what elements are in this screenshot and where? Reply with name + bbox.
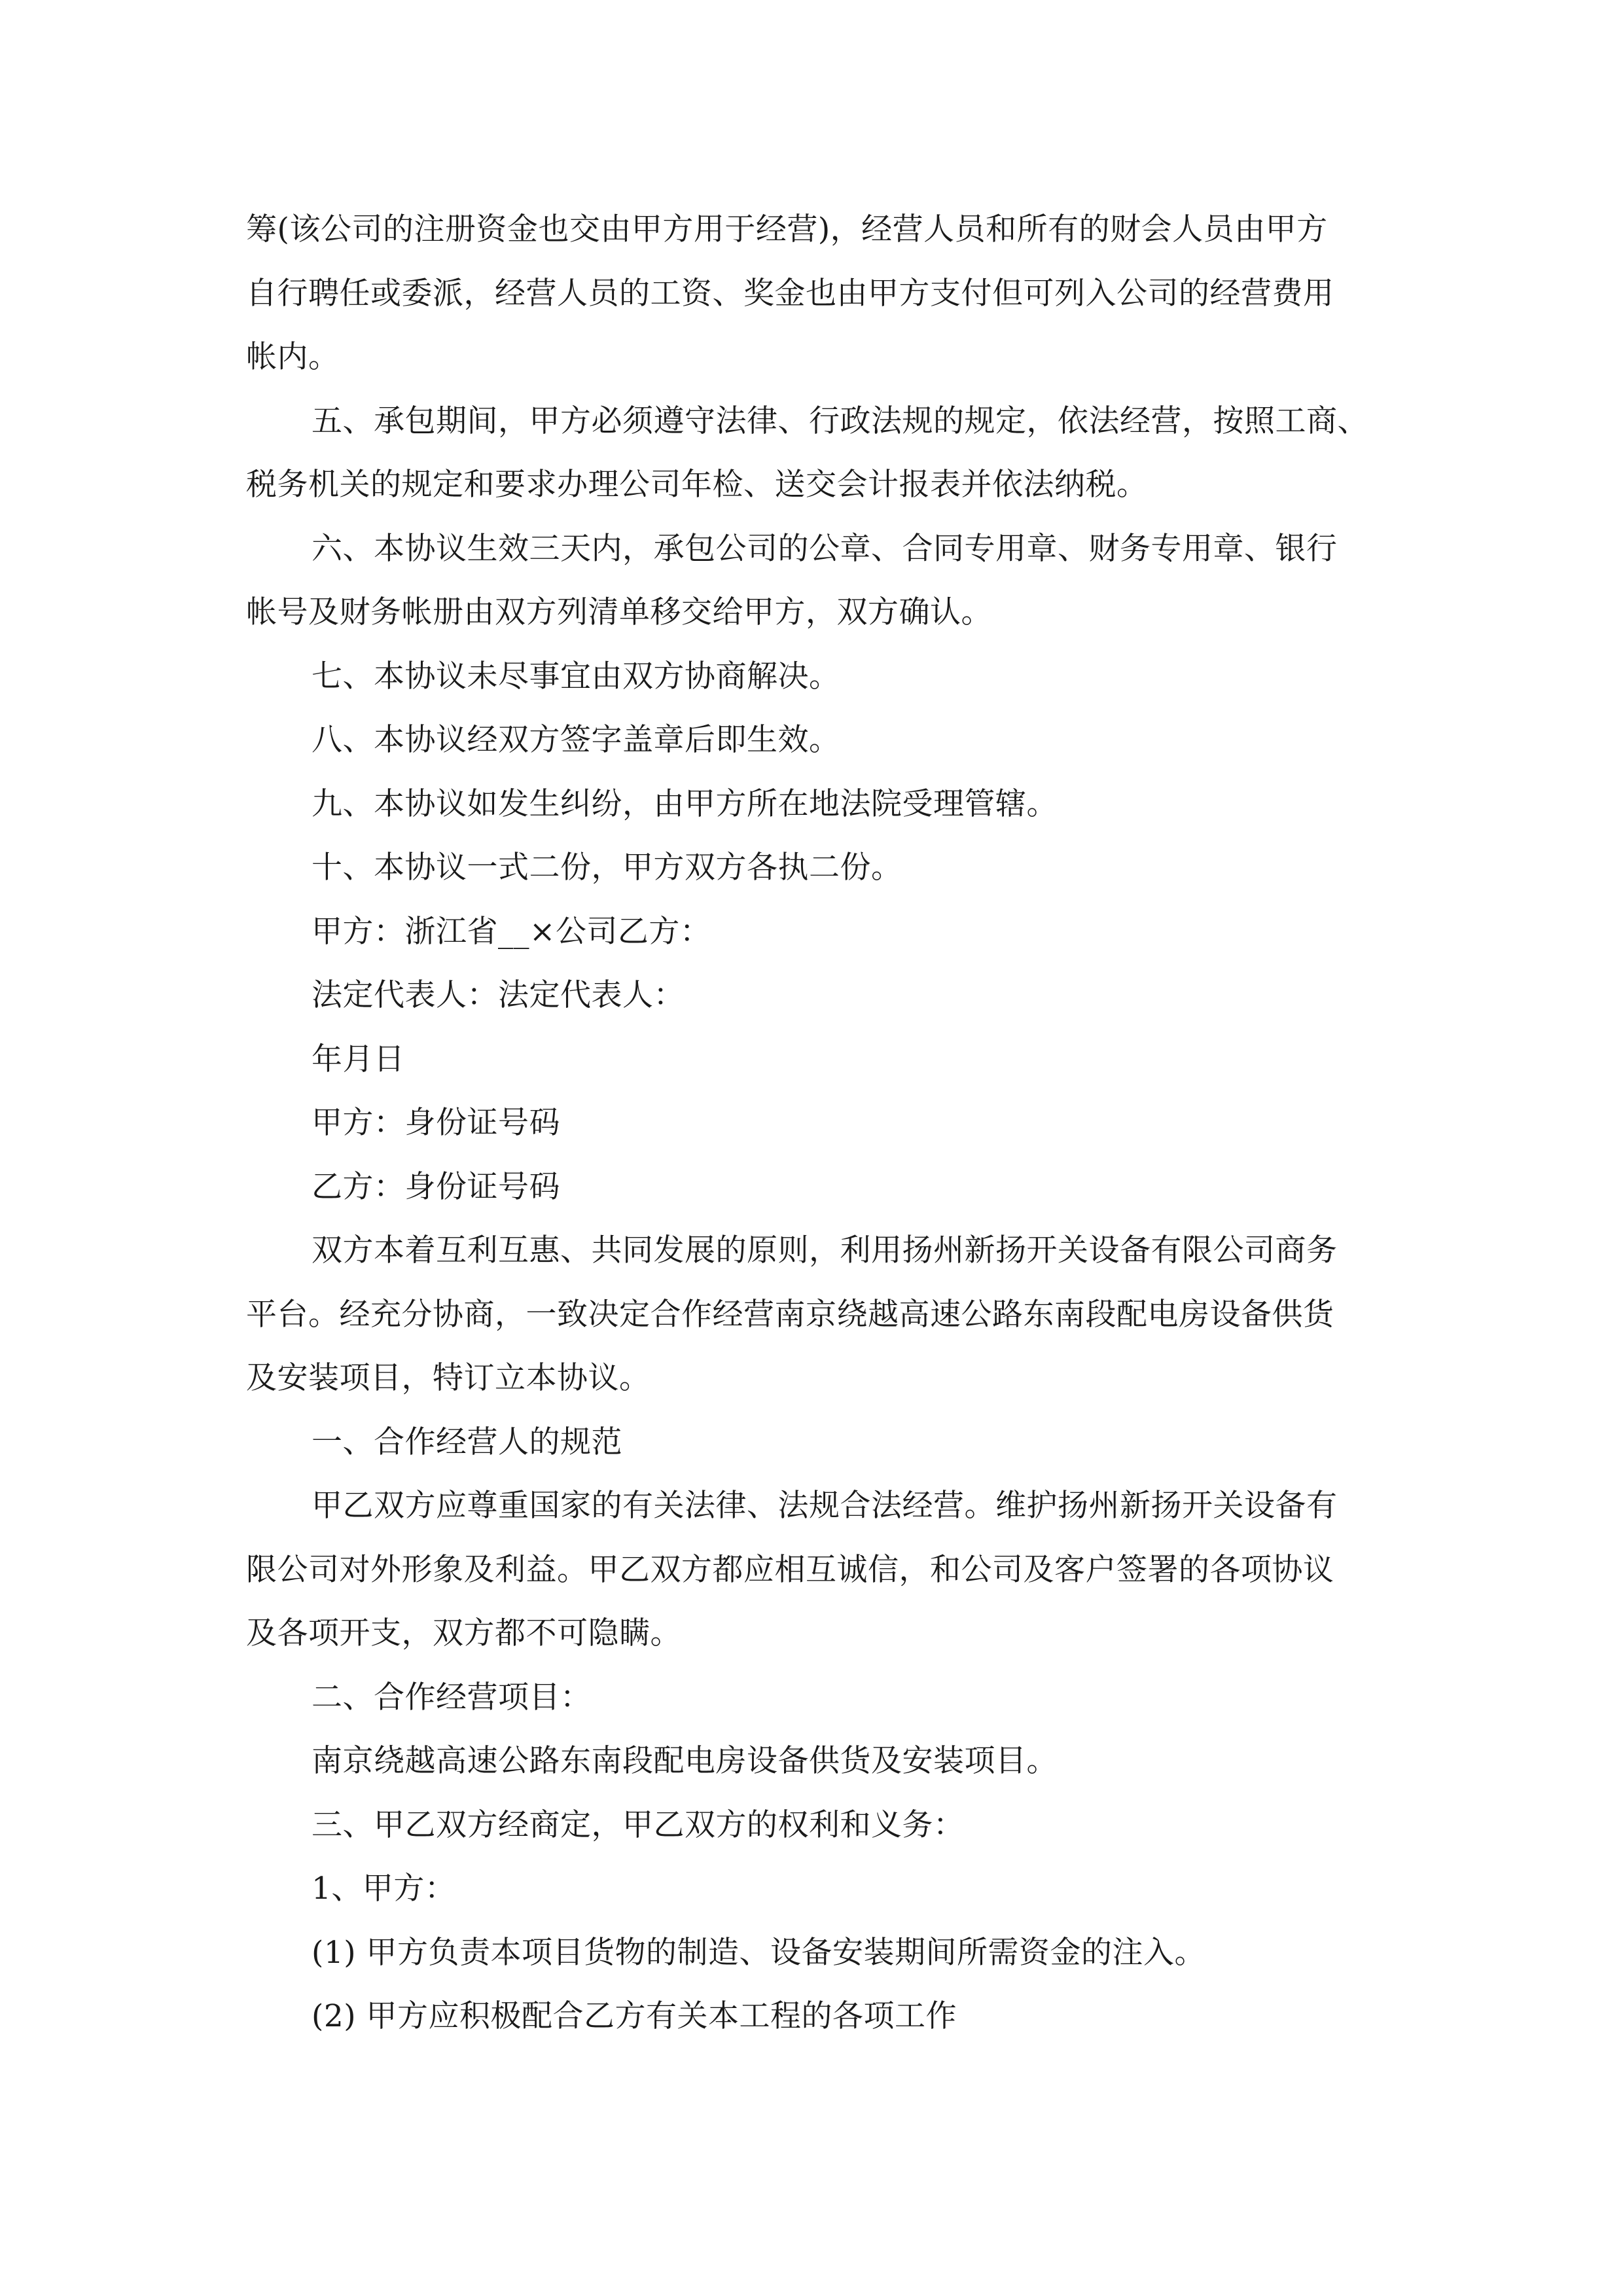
text-line: (2) 甲方应积极配合乙方有关本工程的各项工作: [312, 1998, 957, 2034]
text-line: 甲乙双方应尊重国家的有关法律、法规合法经营。维护扬州新扬开关设备有: [312, 1488, 1338, 1524]
text-line: 自行聘任或委派，经营人员的工资、奖金也由甲方支付但可列入公司的经营费用: [246, 275, 1334, 312]
text-line: 法定代表人：法定代表人：: [312, 977, 685, 1013]
text-line: 南京绕越高速公路东南段配电房设备供货及安装项目。: [312, 1743, 1058, 1779]
text-line: (1) 甲方负责本项目货物的制造、设备安装期间所需资金的注入。: [312, 1934, 1206, 1971]
text-line: 七、本协议未尽事宜由双方协商解决。: [312, 658, 840, 694]
text-line: 及安装项目，特订立本协议。: [246, 1360, 651, 1396]
text-line: 六、本协议生效三天内，承包公司的公章、合同专用章、财务专用章、银行: [312, 530, 1338, 567]
text-line: 筹(该公司的注册资金也交由甲方用于经营)，经营人员和所有的财会人员由甲方: [246, 211, 1328, 247]
text-line: 1、甲方：: [312, 1871, 456, 1907]
text-line: 年月日: [312, 1041, 405, 1077]
text-line: 乙方：身份证号码: [312, 1168, 560, 1205]
text-line: 甲方：浙江省__×公司乙方：: [312, 913, 711, 950]
text-line: 三、甲乙双方经商定，甲乙双方的权利和义务：: [312, 1806, 965, 1843]
text-line: 帐内。: [246, 339, 340, 375]
text-line: 税务机关的规定和要求办理公司年检、送交会计报表并依法纳税。: [246, 467, 1148, 503]
text-line: 一、合作经营人的规范: [312, 1424, 622, 1460]
text-line: 双方本着互利互惠、共同发展的原则，利用扬州新扬开关设备有限公司商务: [312, 1232, 1338, 1268]
text-line: 甲方：身份证号码: [312, 1105, 560, 1141]
text-line: 及各项开支，双方都不可隐瞒。: [246, 1615, 681, 1651]
text-line: 十、本协议一式二份，甲方双方各执二份。: [312, 850, 902, 886]
text-line: 五、承包期间，甲方必须遵守法律、行政法规的规定，依法经营，按照工商、: [312, 403, 1368, 439]
text-line: 平台。经充分协商，一致决定合作经营南京绕越高速公路东南段配电房设备供货: [246, 1296, 1334, 1333]
text-line: 帐号及财务帐册由双方列清单移交给甲方，双方确认。: [246, 594, 992, 630]
document-body: [246, 198, 1385, 2049]
text-line: 八、本协议经双方签字盖章后即生效。: [312, 722, 840, 758]
text-line: 二、合作经营项目：: [312, 1679, 592, 1715]
text-line: 九、本协议如发生纠纷，由甲方所在地法院受理管辖。: [312, 785, 1058, 822]
text-line: 限公司对外形象及利益。甲乙双方都应相互诚信，和公司及客户签署的各项协议: [246, 1551, 1334, 1588]
